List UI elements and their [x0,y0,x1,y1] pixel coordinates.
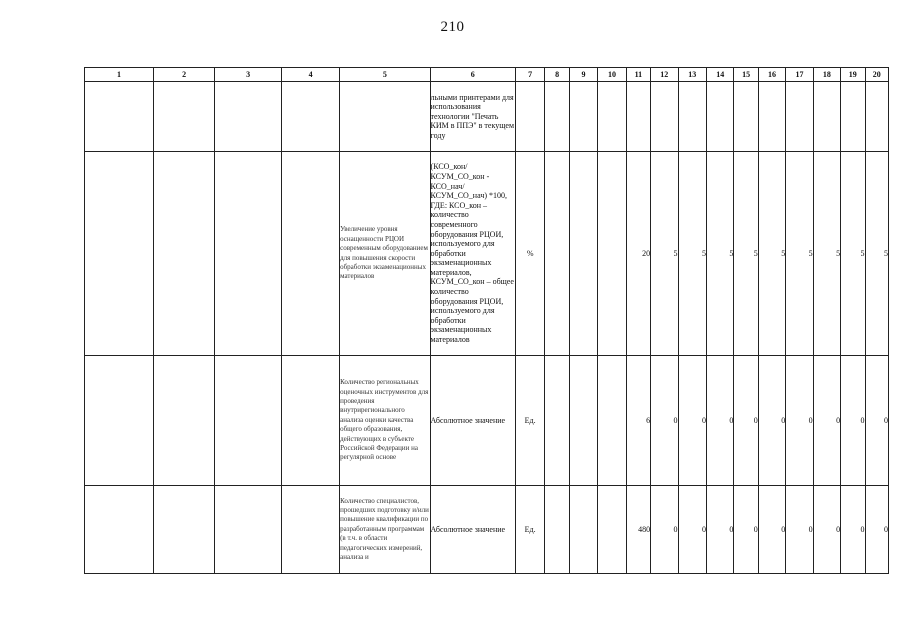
value-cell: 0 [651,356,678,486]
unit-cell: % [515,152,544,356]
calculation-method: (КСО_кон/КСУМ_СО_кон - КСО_нач/КСУМ_СО_нач) *100, ГДЕ: КСО_кон – количество современного оборудования РЦОИ, используемого для обработки экзаменационных материалов, КСУМ_СО_кон – общее количество оборудования РЦОИ, используемого для обработки экзаменационных материалов [430,152,515,356]
calculation-method: Абсолютное значение [430,486,515,574]
table-row [85,486,889,574]
column-header: 8 [545,68,569,82]
cell-col2 [154,82,215,152]
cell-col1 [85,152,154,356]
value-cell: 5 [651,152,678,356]
page-number: 210 [440,19,465,35]
cell-col4 [282,152,340,356]
cell-col10 [598,356,626,486]
column-header: 2 [154,68,215,82]
value-cell: 0 [734,486,758,574]
value-cell: 5 [678,152,706,356]
value-cell [813,82,840,152]
cell-col8 [545,82,569,152]
value-cell [626,82,650,152]
cell-col10 [598,486,626,574]
column-header: 5 [340,68,430,82]
value-cell: 0 [651,486,678,574]
column-header: 4 [282,68,340,82]
calculation-method: льными принтерами для использования технологии "Печать КИМ в ППЭ" в текущем году [430,82,515,152]
cell-col4 [282,356,340,486]
value-cell: 5 [841,152,865,356]
value-cell: 0 [841,486,865,574]
value-cell [841,82,865,152]
value-cell: 0 [758,356,785,486]
value-cell [651,82,678,152]
unit-cell: Ед. [515,356,544,486]
cell-col3 [215,152,282,356]
value-cell [734,82,758,152]
value-cell: 20 [626,152,650,356]
column-header: 3 [215,68,282,82]
value-cell: 0 [706,486,733,574]
value-cell: 480 [626,486,650,574]
column-header: 20 [865,68,889,82]
column-header: 1 [85,68,154,82]
value-cell: 5 [786,152,813,356]
cell-col3 [215,486,282,574]
column-header: 19 [841,68,865,82]
cell-col4 [282,486,340,574]
value-cell: 5 [706,152,733,356]
value-cell: 0 [813,486,840,574]
value-cell: 5 [865,152,889,356]
indicator-name: Количество региональных оценочных инструментов для проведения внутрирегионального анализа оценки качества общего образования, действующих в субъекте Российской Федерации на регулярной основе [340,356,430,486]
cell-col3 [215,356,282,486]
value-cell: 0 [865,356,889,486]
value-cell: 0 [678,356,706,486]
value-cell: 0 [813,356,840,486]
cell-col3 [215,82,282,152]
cell-col9 [569,486,597,574]
cell-col4 [282,82,340,152]
value-cell: 0 [758,486,785,574]
value-cell [865,82,889,152]
column-header: 12 [651,68,678,82]
header-row [85,68,889,82]
value-cell: 5 [758,152,785,356]
value-cell [678,82,706,152]
value-cell: 0 [841,356,865,486]
cell-col1 [85,486,154,574]
column-header: 13 [678,68,706,82]
column-header: 11 [626,68,650,82]
value-cell: 6 [626,356,650,486]
value-cell [706,82,733,152]
column-header: 10 [598,68,626,82]
table-row [85,356,889,486]
indicator-name [340,82,430,152]
cell-col8 [545,356,569,486]
indicator-name: Увеличение уровня оснащенности РЦОИ современным оборудованием для повышения скорости обработки экзаменационных материалов [340,152,430,356]
cell-col2 [154,356,215,486]
indicator-table [84,67,889,574]
table-row [85,152,889,356]
column-header: 9 [569,68,597,82]
cell-col1 [85,82,154,152]
value-cell: 0 [706,356,733,486]
cell-col8 [545,152,569,356]
indicator-name: Количество специалистов, прошедших подготовку и/или повышение квалификации по разработанным программам (в т.ч. в области педагогических измерений, анализа и [340,486,430,574]
column-header: 6 [430,68,515,82]
cell-col9 [569,356,597,486]
value-cell: 0 [786,356,813,486]
column-header: 7 [515,68,544,82]
value-cell [786,82,813,152]
table-row [85,82,889,152]
value-cell [758,82,785,152]
value-cell: 0 [734,356,758,486]
value-cell: 0 [678,486,706,574]
unit-cell [515,82,544,152]
cell-col9 [569,82,597,152]
cell-col10 [598,152,626,356]
value-cell: 5 [813,152,840,356]
column-header: 14 [706,68,733,82]
cell-col10 [598,82,626,152]
column-header: 15 [734,68,758,82]
cell-col1 [85,356,154,486]
unit-cell: Ед. [515,486,544,574]
cell-col8 [545,486,569,574]
column-header: 16 [758,68,785,82]
cell-col2 [154,152,215,356]
cell-col2 [154,486,215,574]
column-header: 18 [813,68,840,82]
calculation-method: Абсолютное значение [430,356,515,486]
value-cell: 5 [734,152,758,356]
column-header: 17 [786,68,813,82]
value-cell: 0 [865,486,889,574]
cell-col9 [569,152,597,356]
value-cell: 0 [786,486,813,574]
